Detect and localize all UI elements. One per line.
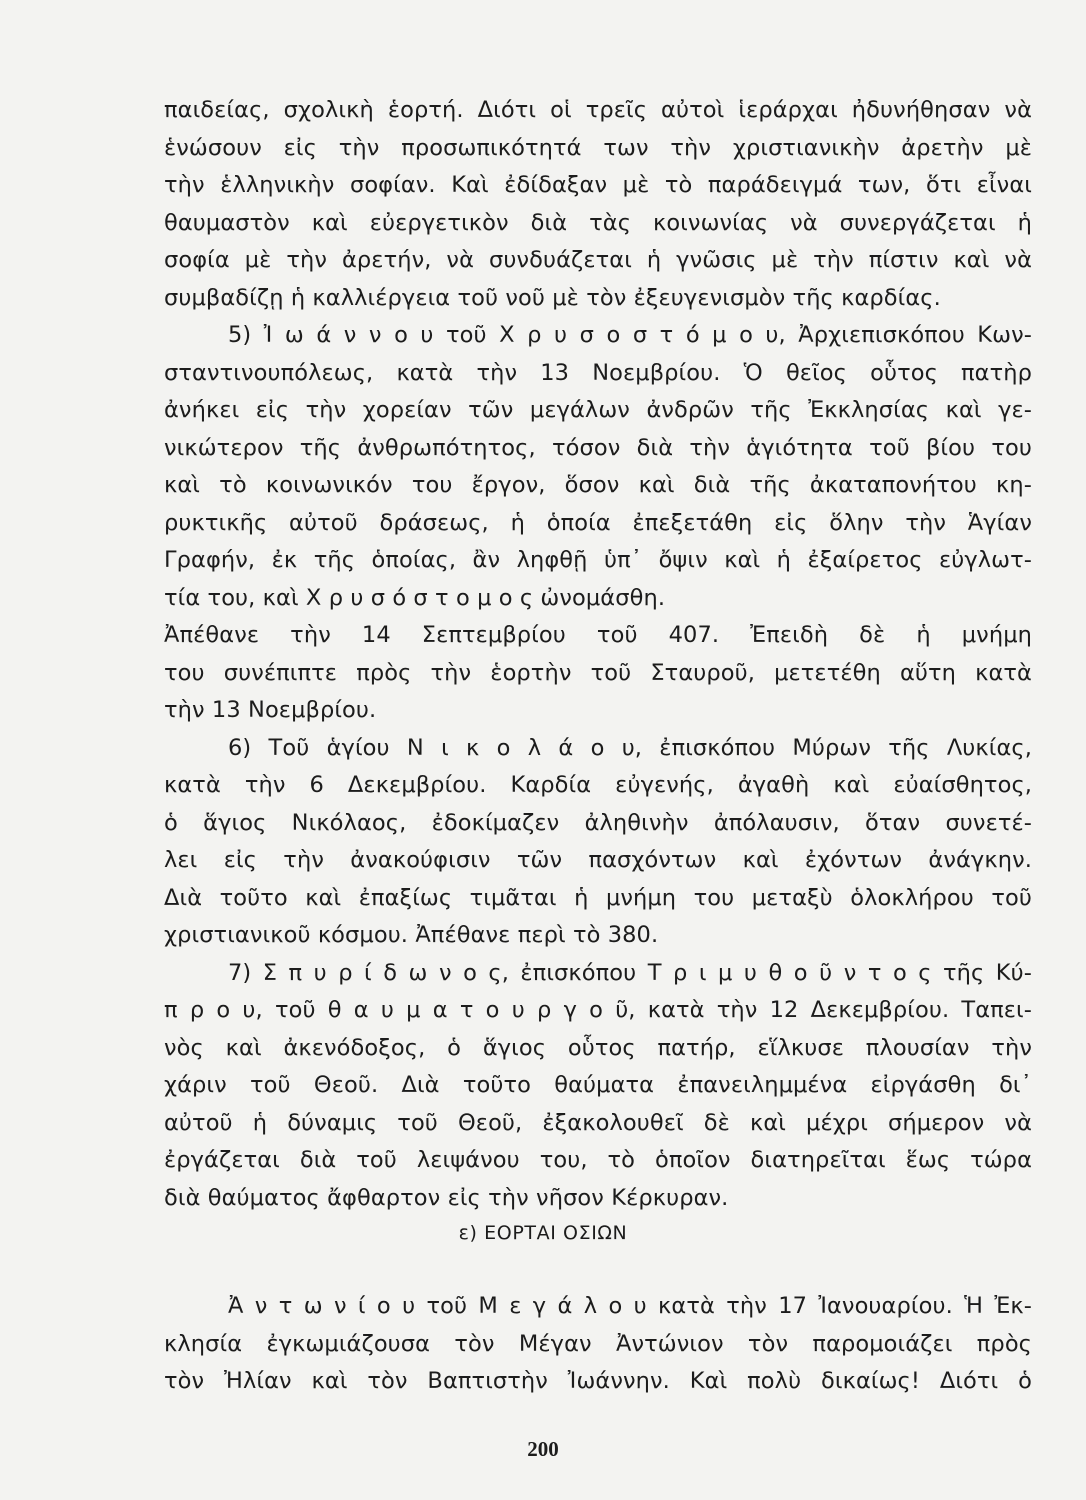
main-text bbox=[164, 92, 1032, 1217]
page-number: 200 bbox=[527, 1437, 559, 1461]
text-line: τὸν Ἠλίαν καὶ τὸν Βαπτιστὴν Ἰωάννην. Καὶ πολὺ δικαίως! Διότι ὁ bbox=[164, 1368, 1032, 1394]
text-line: Ἀπέθανε τὴν 14 Σεπτεμβρίου τοῦ 407. Ἐπειδὴ δὲ ἡ μνήμη bbox=[164, 622, 1032, 648]
text-line: ρυκτικῆς αὐτοῦ δράσεως, ἡ ὁποία ἐπεξετάθη εἰς ὅλην τὴν Ἁγίαν bbox=[164, 509, 1032, 536]
text-line: χριστιανικοῦ κόσμου. Ἀπέθανε περὶ τὸ 380. bbox=[164, 922, 659, 948]
section-text bbox=[164, 1288, 1032, 1401]
text-line: αὐτοῦ ἡ δύναμις τοῦ Θεοῦ, ἐξακολουθεῖ δὲ καὶ μέχρι σήμερον νὰ bbox=[164, 1109, 1032, 1136]
text-line: νὸς καὶ ἀκενόδοξος, ὁ ἅγιος οὗτος πατήρ, εἵλκυσε πλουσίαν τὴν bbox=[164, 1034, 1032, 1061]
section-heading: ε) ΕΟΡΤΑΙ ΟΣΙΩΝ bbox=[458, 1222, 628, 1244]
text-line: τὴν ἑλληνικὴν σοφίαν. Καὶ ἐδίδαξαν μὲ τὸ παράδειγμά των, ὅτι εἶναι bbox=[164, 172, 1032, 198]
text-line: τία του, καὶ Χ ρ υ σ ό σ τ ο μ ο ς ὠνομάσθη. bbox=[164, 584, 666, 611]
text-line: παιδείας, σχολικὴ ἑορτή. Διότι οἱ τρεῖς αὐτοὶ ἱεράρχαι ἠδυνήθησαν νὰ bbox=[164, 97, 1032, 123]
text-line: κλησία ἐγκωμιάζουσα τὸν Μέγαν Ἀντώνιον τὸν παρομοιάζει πρὸς bbox=[164, 1330, 1032, 1357]
section-paragraph-start: Ἀ ν τ ω ν ί ο υ τοῦ Μ ε γ ά λ ο υ κατὰ τὴν 17 Ἰανουαρίου. Ἡ Ἐκ- bbox=[228, 1293, 1032, 1319]
text-line: σταντινουπόλεως, κατὰ τὴν 13 Νοεμβρίου. Ὁ θεῖος οὗτος πατὴρ bbox=[164, 359, 1032, 386]
text-line: καὶ τὸ κοινωνικόν του ἔργον, ὅσον καὶ διὰ τῆς ἀκαταπονήτου κη- bbox=[164, 472, 1032, 498]
text-line: ὁ ἅγιος Νικόλαος, ἐδοκίμαζεν ἀληθινὴν ἀπόλαυσιν, ὅταν συνετέ- bbox=[164, 809, 1032, 836]
text-line: συμβαδίζῃ ἡ καλλιέργεια τοῦ νοῦ μὲ τὸν ἐξευγενισμὸν τῆς καρδίας. bbox=[164, 284, 941, 311]
paragraph-5-start: 5) Ἰ ω ά ν ν ο υ τοῦ Χ ρ υ σ ο σ τ ό μ ο υ, Ἀρχιεπισκόπου Κων- bbox=[228, 322, 1032, 348]
text-line: διὰ θαύματος ἄφθαρτον εἰς τὴν νῆσον Κέρκυραν. bbox=[164, 1184, 729, 1211]
text-line: ἀνήκει εἰς τὴν χορείαν τῶν μεγάλων ἀνδρῶν τῆς Ἐκκλησίας καὶ γε- bbox=[164, 397, 1032, 423]
text-line: νικώτερον τῆς ἀνθρωπότητος, τόσον διὰ τὴν ἁγιότητα τοῦ βίου του bbox=[164, 434, 1032, 461]
text-line: λει εἰς τὴν ἀνακούφισιν τῶν πασχόντων καὶ ἐχόντων ἀνάγκην. bbox=[164, 847, 1032, 873]
text-line: ἑνώσουν εἰς τὴν προσωπικότητά των τὴν χριστιανικὴν ἀρετὴν μὲ bbox=[164, 134, 1032, 161]
paragraph-6-start: 6) Τοῦ ἁγίου Ν ι κ ο λ ά ο υ, ἐπισκόπου Μύρων τῆς Λυκίας, bbox=[228, 734, 1032, 761]
text-line: σοφία μὲ τὴν ἀρετήν, νὰ συνδυάζεται ἡ γνῶσις μὲ τὴν πίστιν καὶ νὰ bbox=[164, 247, 1032, 273]
paragraph-7-start: 7) Σ π υ ρ ί δ ω ν ο ς, ἐπισκόπου Τ ρ ι μ υ θ ο ῦ ν τ ο ς τῆς Κύ- bbox=[228, 959, 1032, 986]
text-line: ἐργάζεται διὰ τοῦ λειψάνου του, τὸ ὁποῖον διατηρεῖται ἕως τώρα bbox=[164, 1147, 1032, 1173]
text-line: χάριν τοῦ Θεοῦ. Διὰ τοῦτο θαύματα ἐπανειλημμένα εἰργάσθη δι᾽ bbox=[164, 1072, 1032, 1098]
text-line: θαυμαστὸν καὶ εὐεργετικὸν διὰ τὰς κοινωνίας νὰ συνεργάζεται ἡ bbox=[164, 209, 1032, 236]
text-line: π ρ ο υ, τοῦ θ α υ μ α τ ο υ ρ γ ο ῦ, κατὰ τὴν 12 Δεκεμβρίου. Ταπει- bbox=[164, 997, 1032, 1023]
text-line: του συνέπιπτε πρὸς τὴν ἑορτὴν τοῦ Σταυροῦ, μετετέθη αὕτη κατὰ bbox=[164, 659, 1032, 686]
text-line: Διὰ τοῦτο καὶ ἐπαξίως τιμᾶται ἡ μνήμη του μεταξὺ ὁλοκλήρου τοῦ bbox=[164, 884, 1032, 911]
text-line: κατὰ τὴν 6 Δεκεμβρίου. Καρδία εὐγενής, ἀγαθὴ καὶ εὐαίσθητος, bbox=[164, 772, 1032, 798]
text-line: Γραφήν, ἐκ τῆς ὁποίας, ἂν ληφθῇ ὑπ᾽ ὄψιν καὶ ἡ ἐξαίρετος εὐγλωτ- bbox=[164, 547, 1032, 573]
text-line: τὴν 13 Νοεμβρίου. bbox=[164, 697, 377, 723]
